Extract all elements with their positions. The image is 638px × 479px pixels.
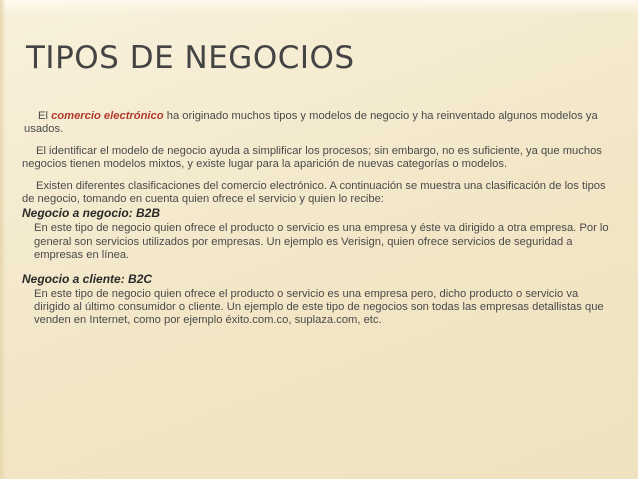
slide-title: TIPOS DE NEGOCIOS <box>26 40 355 76</box>
slide-content <box>22 110 614 338</box>
section-b2c-heading: Negocio a cliente: B2C <box>22 272 153 287</box>
top-highlight <box>0 0 638 14</box>
keyword-comercio-electronico: comercio electrónico <box>51 110 164 122</box>
section-b2b-body: En este tipo de negocio quien ofrece el producto o servicio es una empresa y éste va dirigido a otra empresa. Por lo general son servicios utilizados por empresas. Un ejemplo es Verisign, quien ofrece servicios de seguridad a empresas en línea. <box>34 222 609 261</box>
section-b2b-heading: Negocio a negocio: B2B <box>22 206 161 221</box>
intro-suffix: ha originado muchos tipos y modelos de negocio y ha reinventado algunos modelos ya usados. <box>24 110 598 136</box>
section-b2c-body: En este tipo de negocio quien ofrece el producto o servicio es una empresa pero, dicho producto o servicio va dirigido al último consumidor o cliente. Un ejemplo de este tipo de negocios son todas las empresas detallistas que venden en Internet, como por ejemplo éxito.com.co, suplaza.com, etc. <box>34 288 604 327</box>
model-paragraph: El identificar el modelo de negocio ayuda a simplificar los procesos; sin embargo, no es suficiente, ya que muchos negocios tienen modelos mixtos, y existe lugar para la aparición de nuevas categorías o modelos. <box>22 144 602 171</box>
intro-prefix: El <box>38 110 52 122</box>
left-edge-shade <box>0 0 6 479</box>
intro-paragraph <box>24 110 614 137</box>
classification-paragraph: Existen diferentes clasificaciones del comercio electrónico. A continuación se muestra una clasificación de los tipos de negocio, tomando en cuenta quien ofrece el servicio y quien lo recibe: <box>22 179 606 206</box>
